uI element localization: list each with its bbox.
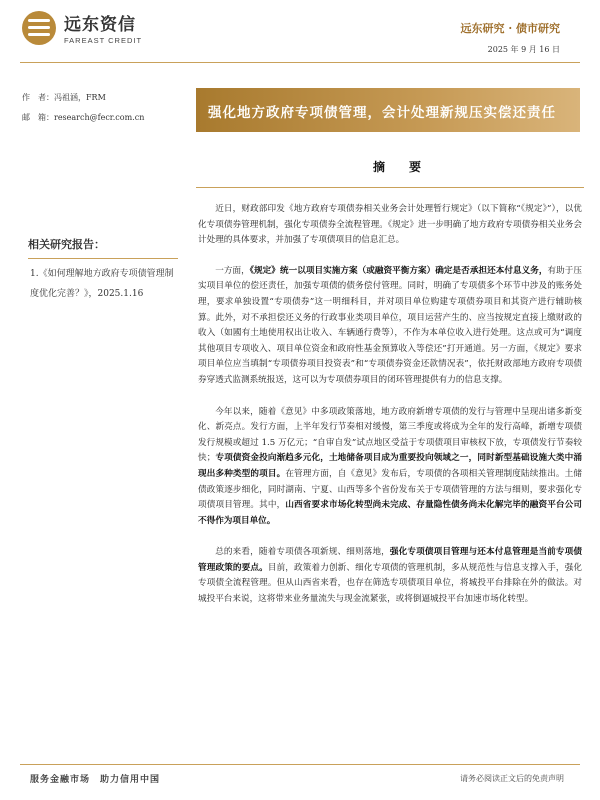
abstract-paragraph-4: 总的来看，随着专项债各项新规、细则落地，强化专项债项目管理与还本付息管理是当前专项债管理政策的要点。目前，政策着力创新、细化专项债的管理机制，多从规范性与信息支撑入手，强化专项债全流程管理。但从山西省来看，也存在筛选专项债项目单位，将城投平台排除在外的做法。对城投平台来说，这将带来业务量流失与现金流紧张，或将倒逼城投平台加速市场化转型。 — [198, 547, 582, 605]
abstract-section — [196, 158, 584, 608]
report-title: 强化地方政府专项债管理，会计处理新规压实偿还责任 — [208, 105, 556, 121]
abstract-title: 摘 要 — [372, 160, 427, 174]
abstract-divider — [196, 187, 584, 188]
related-report-link[interactable]: 1.《如何理解地方政府专项债管理制度优化完善？》，2025.1.16 — [30, 269, 174, 299]
author-name: 冯祖涵，FRM — [54, 93, 106, 102]
author-email[interactable]: research@fecr.com.cn — [54, 113, 145, 122]
logo-cn-text: 远东资信 — [64, 15, 136, 35]
sidebar-divider — [28, 258, 178, 259]
author-label: 作 者： — [22, 93, 54, 102]
abstract-paragraph-3: 今年以来，随着《意见》中多项政策落地，地方政府新增专项债的发行与管理中呈现出诸多新变化、新亮点。发行方面，上半年发行节奏相对缓慢，第三季度或将成为全年的发行高峰，新增专项债发行规模或超过 1.5 万亿元；“自审自发”试点地区受益于专项债项目审核权下放，专项债发行节奏较快；专项债资金投向渐趋多元化，土地储备项目成为重要投向领域之一，同时新型基础设施大类中涌现出多种类型的项目。在管理方面，自《意见》发布后，专项债的各项相关管理制度陆续推出。土储债政策逐步细化，同时湖南、宁夏、山西等多个省份发布关于专项债管理的方法与细则，要求强化专项债项目管理。其中，山西省要求市场化转型尚未完成、存量隐性债务尚未化解完毕的融资平台公司不得作为项目单位。 — [198, 406, 582, 526]
header-divider — [20, 62, 580, 63]
logo-icon — [22, 11, 56, 45]
title-banner — [196, 88, 580, 132]
email-row — [22, 112, 144, 123]
footer-disclaimer: 请务必阅读正文后的免责声明 — [460, 774, 564, 783]
company-logo — [22, 10, 142, 45]
abstract-paragraph-1: 近日，财政部印发《地方政府专项债券相关业务会计处理暂行规定》（以下简称“《规定》”），以优化专项债券管理机制，强化专项债券全流程管理。《规定》进一步明确了地方政府专项债券相关业务会计处理的具体要求，并加强了专项债项目的信息汇总。 — [198, 204, 582, 246]
report-category: 远东研究 · 债市研究 — [460, 22, 560, 35]
footer-slogan: 服务金融市场 助力信用中国 — [30, 775, 161, 785]
footer-divider — [20, 764, 580, 765]
email-label: 邮 箱： — [22, 113, 54, 122]
author-row — [22, 92, 106, 103]
logo-en-text: FAREAST CREDIT — [64, 36, 143, 45]
report-date: 2025 年 9 月 16 日 — [487, 45, 560, 54]
abstract-paragraph-2: 一方面，《规定》统一以项目实施方案（或融资平衡方案）确定是否承担还本付息义务，有助于压实项目单位的偿还责任，加强专项债的债务偿付管理。同时，明确了专项债多个环节中涉及的账务处理，要求单独设置“专项债券”这一明细科目，并对项目单位购建专项债券项目和其资产进行辅助核算。此外，对不承担偿还义务的行政事业类项目单位，项目运营产生的、应当按规定直接上缴财政的收入（如國有土地使用权出让收入、车辆通行费等），不作为本单位收入进行处理。这点或可为“调度其他项目专项收入、项目单位资金和政府性基金预算收入等偿还”打开通道。另一方面，《规定》要求项目单位应当填制“专项债券项目投资表”和“专项债券资金还款情况表”，依托财政部地方政府专项债券穿透式监测系统报送，这可以为专项债券项目的闭环管理提供有力的信息支撑。 — [198, 265, 582, 385]
related-reports-heading: 相关研究报告： — [28, 238, 105, 251]
